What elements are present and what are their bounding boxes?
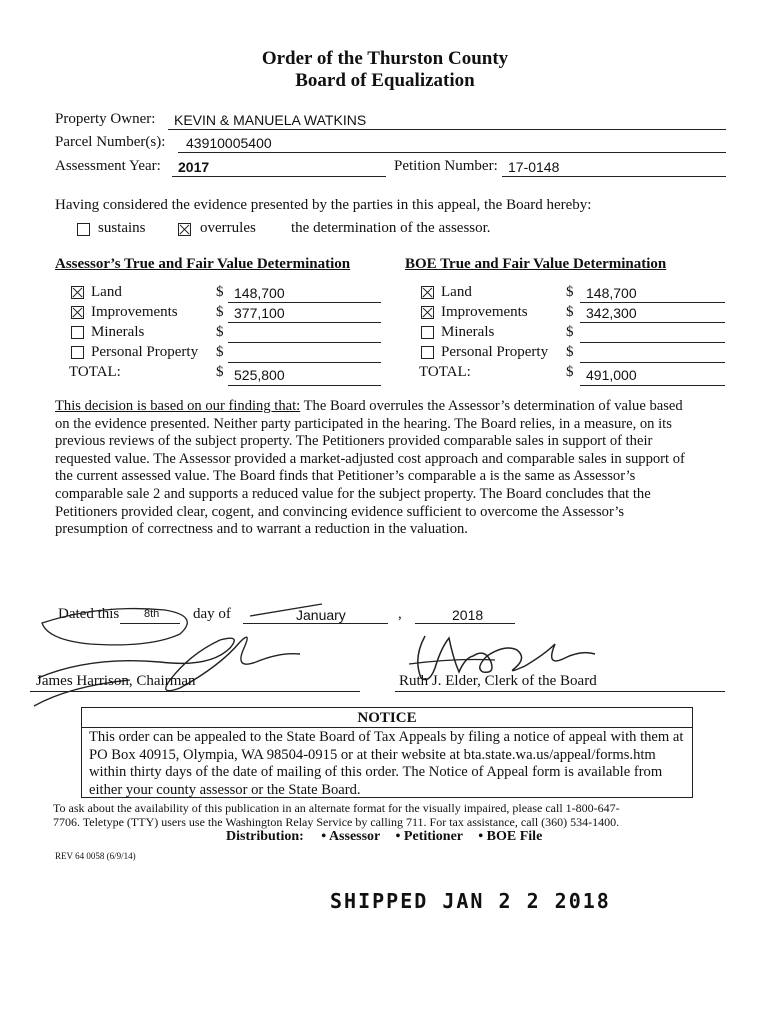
parcel-label: Parcel Number(s):	[55, 134, 166, 150]
year-underline	[172, 176, 386, 177]
assessor-total-value: 525,800	[234, 367, 285, 383]
dist-petitioner: Petitioner	[403, 829, 463, 844]
assessor-personal-property-currency: $	[216, 344, 224, 360]
boe-improvements-underline	[580, 322, 725, 323]
boe-minerals-label: Minerals	[441, 324, 495, 340]
notice-line-1: PO Box 40915, Olympia, WA 98504-0915 or at their website at bta.state.wa.us/appeal/forms.htm	[89, 746, 656, 763]
dated-day-value: 8th	[144, 608, 160, 620]
assessor-improvements-currency: $	[216, 304, 224, 320]
shipped-stamp: SHIPPED JAN 2 2 2018	[330, 889, 611, 913]
sustains-label: sustains	[98, 220, 146, 236]
assessor-land-value: 148,700	[234, 285, 285, 301]
petition-underline	[502, 176, 726, 177]
boe-personal-property-currency: $	[566, 344, 574, 360]
finding-line-2: previous reviews of the subject property. The Petitioners provided comparable sales in support of their	[55, 433, 653, 450]
parcel-value: 43910005400	[186, 135, 272, 151]
distribution-row: Distribution: • Assessor • Petitioner • BOE File	[226, 829, 543, 844]
assessor-heading: Assessor’s True and Fair Value Determination	[55, 256, 351, 272]
finding-line-1: on the evidence presented. Neither party participated in the hearing. The Board relies, in a measure, on its	[55, 415, 672, 432]
dated-label: Dated this	[58, 606, 120, 622]
notice-divider	[82, 727, 692, 728]
decision-tail: the determination of the assessor.	[291, 220, 491, 236]
assessor-improvements-underline	[228, 322, 381, 323]
finding-line-7: presumption of correctness and to warrant a reduction in the valuation.	[55, 521, 468, 538]
owner-value: KEVIN & MANUELA WATKINS	[174, 112, 367, 128]
dist-boe-file: BOE File	[486, 829, 543, 844]
boe-minerals-currency: $	[566, 324, 574, 340]
dated-month-value: January	[296, 607, 346, 623]
finding-line-6: Petitioners provided clear, cogent, and convincing evidence sufficient to overcome the Assessor’s	[55, 503, 625, 520]
boe-improvements-label: Improvements	[441, 304, 528, 320]
overrules-checkbox[interactable]	[178, 223, 191, 236]
parcel-underline	[178, 152, 726, 153]
dist-assessor: Assessor	[328, 829, 381, 844]
accessibility-line-2: 7706. Teletype (TTY) users use the Washington Relay Service by calling 711. For tax assistance, call (360) 534-1400.	[53, 815, 620, 829]
boe-total-value: 491,000	[586, 367, 637, 383]
boe-minerals-underline	[580, 342, 725, 343]
distribution-label: Distribution:	[226, 829, 304, 844]
boe-total-label: TOTAL:	[419, 364, 471, 380]
owner-underline	[168, 129, 726, 130]
year-label: Assessment Year:	[55, 158, 161, 174]
dated-year-value: 2018	[452, 607, 484, 623]
assessor-land-currency: $	[216, 284, 224, 300]
page-subtitle: Board of Equalization	[295, 70, 475, 91]
assessor-improvements-checkbox[interactable]	[71, 306, 84, 319]
accessibility-line-1: To ask about the availability of this publication in an alternate format for the visually impaired, please call 1-800-647-	[53, 801, 620, 815]
boe-personal-property-underline	[580, 362, 725, 363]
assessor-minerals-checkbox[interactable]	[71, 326, 84, 339]
clerk-signature-line	[395, 691, 725, 692]
boe-land-underline	[580, 302, 725, 303]
finding-line-4: the current assessed value. The Board finds that Petitioner’s comparable a is the same as Assessor’s	[55, 468, 636, 485]
dated-comma: ,	[398, 606, 402, 622]
assessor-personal-property-checkbox[interactable]	[71, 346, 84, 359]
form-number: REV 64 0058 (6/9/14)	[55, 851, 136, 861]
boe-minerals-checkbox[interactable]	[421, 326, 434, 339]
assessor-total-currency: $	[216, 364, 224, 380]
finding-lead: This decision is based on our finding that:	[55, 398, 301, 414]
assessor-minerals-label: Minerals	[91, 324, 145, 340]
boe-land-checkbox[interactable]	[421, 286, 434, 299]
sustains-checkbox[interactable]	[77, 223, 90, 236]
chair-signature-line	[30, 691, 360, 692]
boe-land-currency: $	[566, 284, 574, 300]
chair-name: James Harrison, Chairman	[36, 673, 196, 689]
notice-body	[89, 729, 689, 799]
boe-total-currency: $	[566, 364, 574, 380]
boe-improvements-currency: $	[566, 304, 574, 320]
notice-title: NOTICE	[357, 710, 417, 726]
overrules-label: overrules	[200, 220, 256, 236]
year-value: 2017	[178, 159, 210, 175]
boe-improvements-checkbox[interactable]	[421, 306, 434, 319]
assessor-land-label: Land	[91, 284, 122, 300]
assessor-improvements-value: 377,100	[234, 305, 285, 321]
petition-label: Petition Number:	[394, 158, 498, 174]
assessor-personal-property-underline	[228, 362, 381, 363]
assessor-total-label: TOTAL:	[69, 364, 121, 380]
boe-total-underline	[580, 385, 725, 386]
boe-personal-property-label: Personal Property	[441, 344, 549, 360]
notice-line-0: This order can be appealed to the State Board of Tax Appeals by filing a notice of appeal with them at	[89, 729, 684, 745]
assessor-land-underline	[228, 302, 381, 303]
clerk-name: Ruth J. Elder, Clerk of the Board	[399, 673, 597, 689]
notice-line-3: either your county assessor or the State Board.	[89, 781, 361, 798]
finding-line-3: requested value. The Assessor provided a market-adjusted cost approach and comparable sales in support of	[55, 450, 685, 467]
notice-line-2: within thirty days of the date of mailing of this order. The Notice of Appeal form is available from	[89, 764, 663, 781]
boe-heading: BOE True and Fair Value Determination	[405, 256, 667, 272]
boe-personal-property-checkbox[interactable]	[421, 346, 434, 359]
assessor-total-underline	[228, 385, 381, 386]
assessor-improvements-label: Improvements	[91, 304, 178, 320]
boe-improvements-value: 342,300	[586, 305, 637, 321]
page-title: Order of the Thurston County	[261, 48, 509, 69]
assessor-personal-property-label: Personal Property	[91, 344, 199, 360]
decision-intro: Having considered the evidence presented by the parties in this appeal, the Board hereby:	[55, 197, 592, 213]
finding-paragraph	[55, 398, 725, 539]
dated-year-underline	[415, 623, 515, 624]
owner-label: Property Owner:	[55, 111, 156, 127]
finding-line-5: comparable sale 2 and supports a reduced value for the subject property. The Board concludes that the	[55, 485, 651, 502]
assessor-land-checkbox[interactable]	[71, 286, 84, 299]
boe-land-label: Land	[441, 284, 472, 300]
finding-line-0: The Board overrules the Assessor’s determination of value based	[300, 398, 683, 414]
boe-land-value: 148,700	[586, 285, 637, 301]
assessor-minerals-underline	[228, 342, 381, 343]
day-of-label: day of	[193, 606, 231, 622]
assessor-minerals-currency: $	[216, 324, 224, 340]
petition-value: 17-0148	[508, 159, 560, 175]
